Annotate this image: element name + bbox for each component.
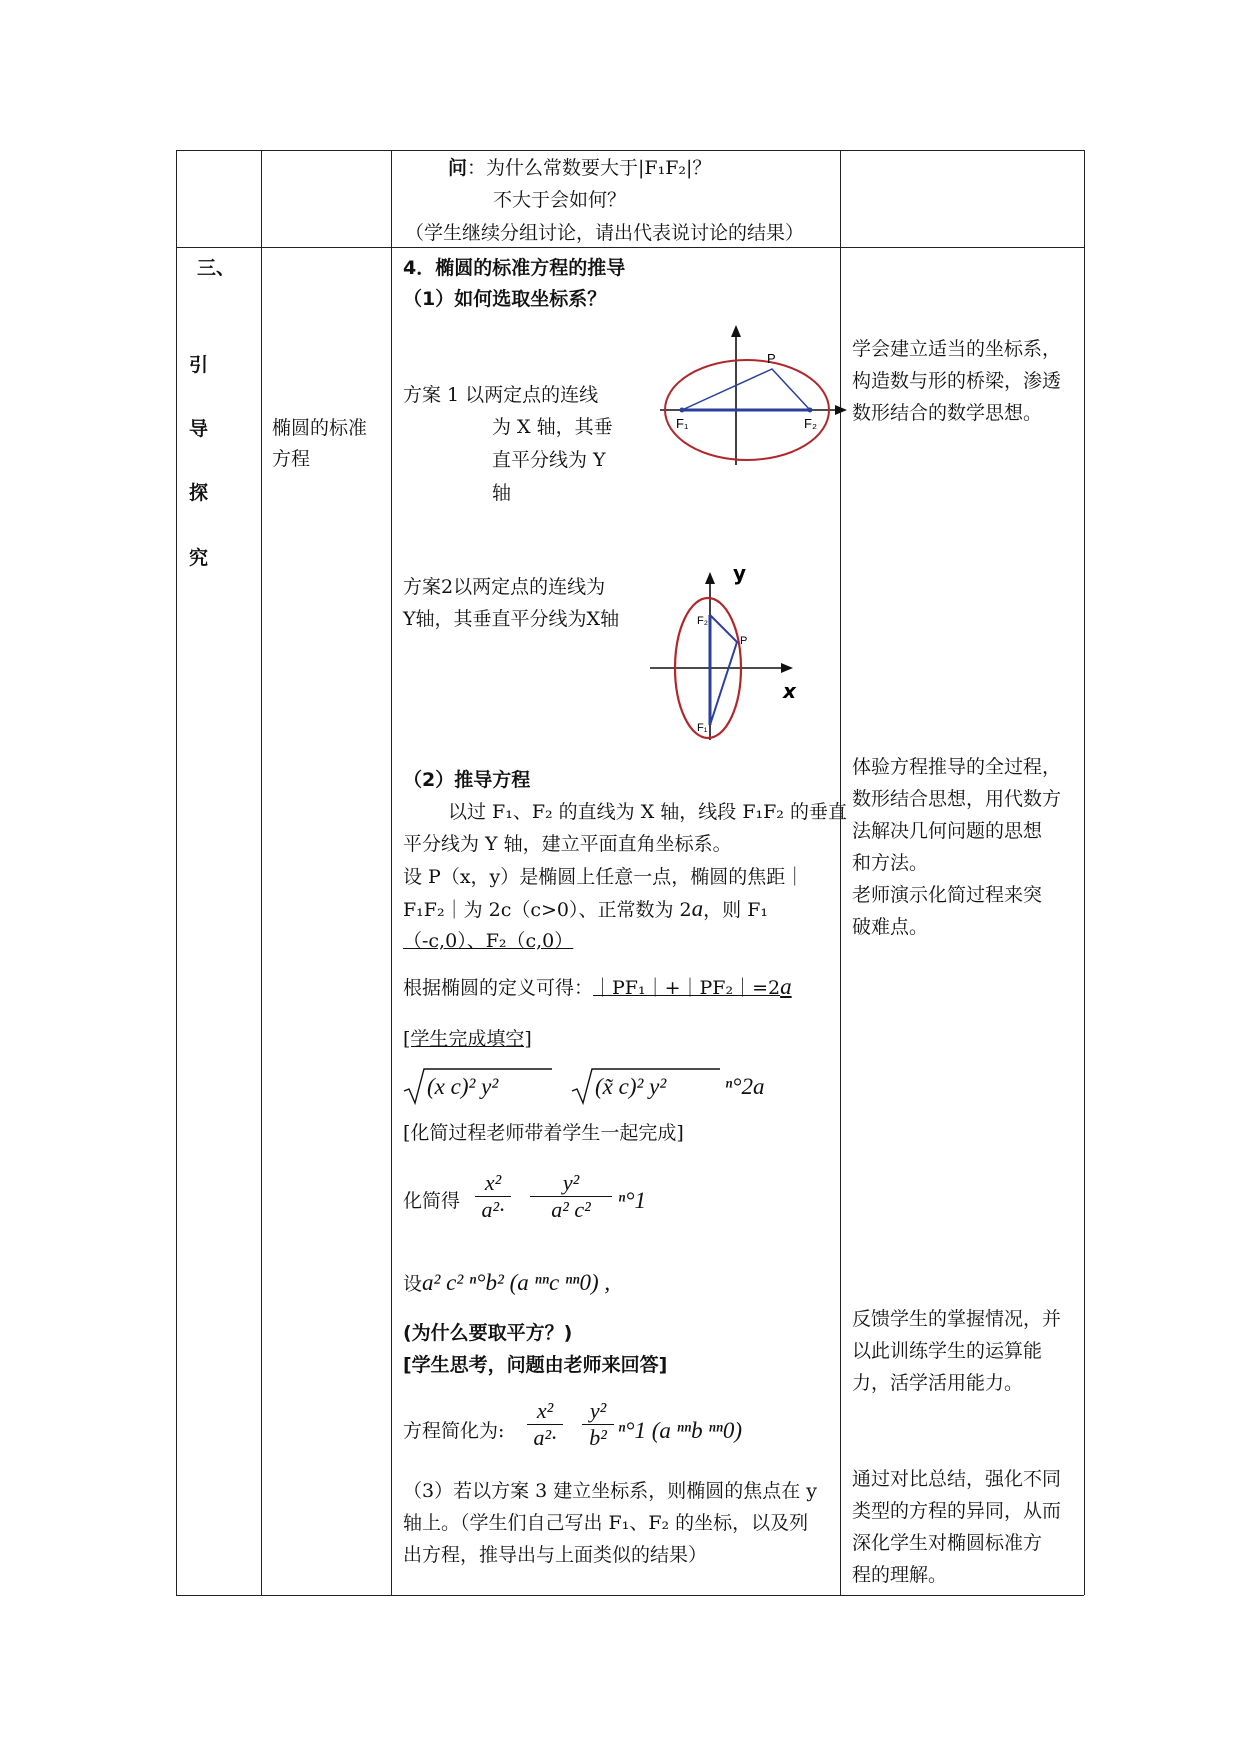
fraction-y2-b2	[582, 1398, 614, 1451]
derivation-segment: F₁F₂｜为 2c（c>0）、正常数为 2	[403, 899, 692, 921]
plan1-text: 直平分线为 Y	[492, 449, 606, 471]
numerator: y²	[562, 1170, 580, 1195]
point-p-label: P	[767, 351, 776, 366]
subsection-heading: （2）推导方程	[403, 769, 531, 791]
fraction-x2-a2	[527, 1398, 563, 1451]
question-line-3: （学生继续分组讨论，请出代表说讨论的结果）	[405, 222, 805, 244]
plan2-text: 方案2以两定点的连线为	[403, 576, 606, 598]
plan1-text: 轴	[492, 482, 512, 504]
note-line: 深化学生对椭圆标准方	[852, 1532, 1043, 1554]
point-p-label: P	[740, 635, 748, 647]
question-text: ：为什么常数要大于|F₁F₂|？	[467, 157, 712, 179]
topic-line: 椭圆的标准	[272, 417, 368, 439]
ellipse-figure-x-axis	[660, 325, 850, 470]
note-line: 反馈学生的掌握情况，并	[852, 1308, 1062, 1330]
plan3-text: 轴上。（学生们自己写出 F₁、F₂ 的坐标，以及列	[403, 1512, 809, 1534]
stage-number: 三、	[197, 257, 236, 279]
fraction-y2-a2-c2	[530, 1170, 612, 1223]
derivation-text: 平分线为 Y 轴，建立平面直角坐标系。	[403, 833, 732, 855]
math-var-a: a	[691, 896, 704, 921]
focus-point-f2	[808, 408, 813, 413]
denominator: b²	[589, 1425, 607, 1450]
derivation-segment: ，则 F₁	[703, 899, 768, 921]
derivation-text	[403, 894, 768, 925]
denominator: a²·	[481, 1197, 505, 1222]
f2-label: F₂	[804, 416, 817, 431]
simplify-note: [化简过程老师带着学生一起完成]	[403, 1122, 684, 1144]
numerator: x²	[536, 1398, 554, 1423]
derivation-text: 以过 F₁、F₂ 的直线为 X 轴，线段 F₁F₂ 的垂直	[448, 801, 847, 823]
note-line: 体验方程推导的全过程，	[852, 756, 1062, 778]
stage-char: 探	[189, 482, 209, 504]
fill-blank-note: [学生完成填空]	[403, 1028, 532, 1050]
arrow-head-icon	[731, 325, 741, 337]
denominator: a²·	[533, 1425, 557, 1450]
f1-label: F₁	[697, 722, 708, 734]
note-line: 程的理解。	[852, 1564, 948, 1586]
stage-char: 导	[189, 418, 209, 440]
question-line-1	[448, 153, 711, 183]
y-axis-label: y	[733, 561, 747, 585]
table-col-divider	[261, 150, 262, 1595]
f2-label: F₂	[697, 615, 708, 627]
stage-char: 究	[189, 547, 209, 569]
why-square-question: (为什么要取平方？)	[403, 1322, 573, 1344]
numerator: y²	[589, 1398, 607, 1423]
derivation-text: 设 P（x，y）是椭圆上任意一点，椭圆的焦距｜	[403, 866, 805, 888]
plan1-text: 方案 1 以两定点的连线	[403, 384, 599, 406]
denominator: a² c²	[551, 1197, 591, 1222]
definition-formula: ｜PF₁｜+｜PF₂｜=2	[593, 977, 781, 999]
ellipse-figure-y-axis	[645, 561, 805, 750]
note-line: 构造数与形的桥梁，渗透	[852, 370, 1062, 392]
set-formula: a² c² ⁿ°b² (a ⁿⁿc ⁿⁿ0) ,	[422, 1270, 611, 1295]
table-border-left	[176, 150, 177, 1595]
note-line: 老师演示化简过程来突	[852, 884, 1043, 906]
numerator: x²	[484, 1170, 502, 1195]
equation-result: ⁿ°1	[618, 1188, 646, 1213]
equation-result: ⁿ°2a	[725, 1074, 765, 1099]
plan2-text: Y轴，其垂直平分线为X轴	[403, 608, 620, 630]
plan3-text: 出方程，推导出与上面类似的结果）	[403, 1544, 708, 1566]
equation-sqrt-left: (x c)² y²	[427, 1074, 499, 1099]
equation-sqrt-right: (x̃ c)² y²	[595, 1074, 667, 1099]
equation-result: ⁿ°1 (a ⁿⁿb ⁿⁿ0)	[618, 1418, 742, 1443]
arrow-head-icon	[835, 405, 847, 415]
definition-prefix: 根据椭圆的定义可得：	[403, 977, 594, 999]
note-line: 学会建立适当的坐标系，	[852, 338, 1062, 360]
note-line: 通过对比总结，强化不同	[852, 1468, 1062, 1490]
simplify-label: 化简得	[403, 1190, 461, 1212]
question-label: 问	[448, 157, 468, 179]
definition-line	[403, 972, 792, 1003]
fraction-x2-a2	[475, 1170, 511, 1223]
focal-triangle	[682, 369, 810, 410]
note-line: 法解决几何问题的思想	[852, 820, 1043, 842]
table-border-bottom	[176, 1595, 1084, 1596]
table-border-right	[1084, 150, 1085, 1595]
arrow-head-icon	[781, 663, 793, 673]
note-line: 力，活学活用能力。	[852, 1372, 1024, 1394]
note-line: 以此训练学生的运算能	[852, 1340, 1043, 1362]
topic-line: 方程	[272, 448, 311, 470]
subsection-heading: （1）如何选取坐标系？	[403, 288, 607, 310]
arrow-head-icon	[705, 572, 715, 584]
note-line: 类型的方程的异同，从而	[852, 1500, 1062, 1522]
stage-char: 引	[189, 354, 209, 376]
x-axis-label: x	[783, 679, 796, 703]
table-border-top	[176, 150, 1084, 151]
table-col-divider	[391, 150, 392, 1595]
set-line	[403, 1268, 610, 1299]
note-line: 数形结合的数学思想。	[852, 402, 1043, 424]
f1-label: F₁	[676, 416, 689, 431]
plan3-text: （3）若以方案 3 建立坐标系，则椭圆的焦点在 y	[403, 1480, 818, 1502]
set-label: 设	[403, 1273, 423, 1295]
note-line: 破难点。	[852, 916, 929, 938]
note-line: 数形结合思想，用代数方	[852, 788, 1062, 810]
math-var-a: a	[780, 974, 792, 999]
plan1-text: 为 X 轴，其垂	[492, 416, 613, 438]
section-heading: 4．椭圆的标准方程的推导	[403, 257, 626, 279]
focal-triangle	[710, 615, 737, 725]
focus-point-f1	[680, 408, 685, 413]
simplified-label: 方程简化为:	[403, 1420, 505, 1442]
note-line: 和方法。	[852, 852, 929, 874]
focus-coordinates: （-c,0）、F₂（c,0）	[403, 930, 574, 952]
question-line-2: 不大于会如何？	[493, 189, 627, 211]
student-think-note: [学生思考，问题由老师来回答]	[403, 1354, 668, 1376]
